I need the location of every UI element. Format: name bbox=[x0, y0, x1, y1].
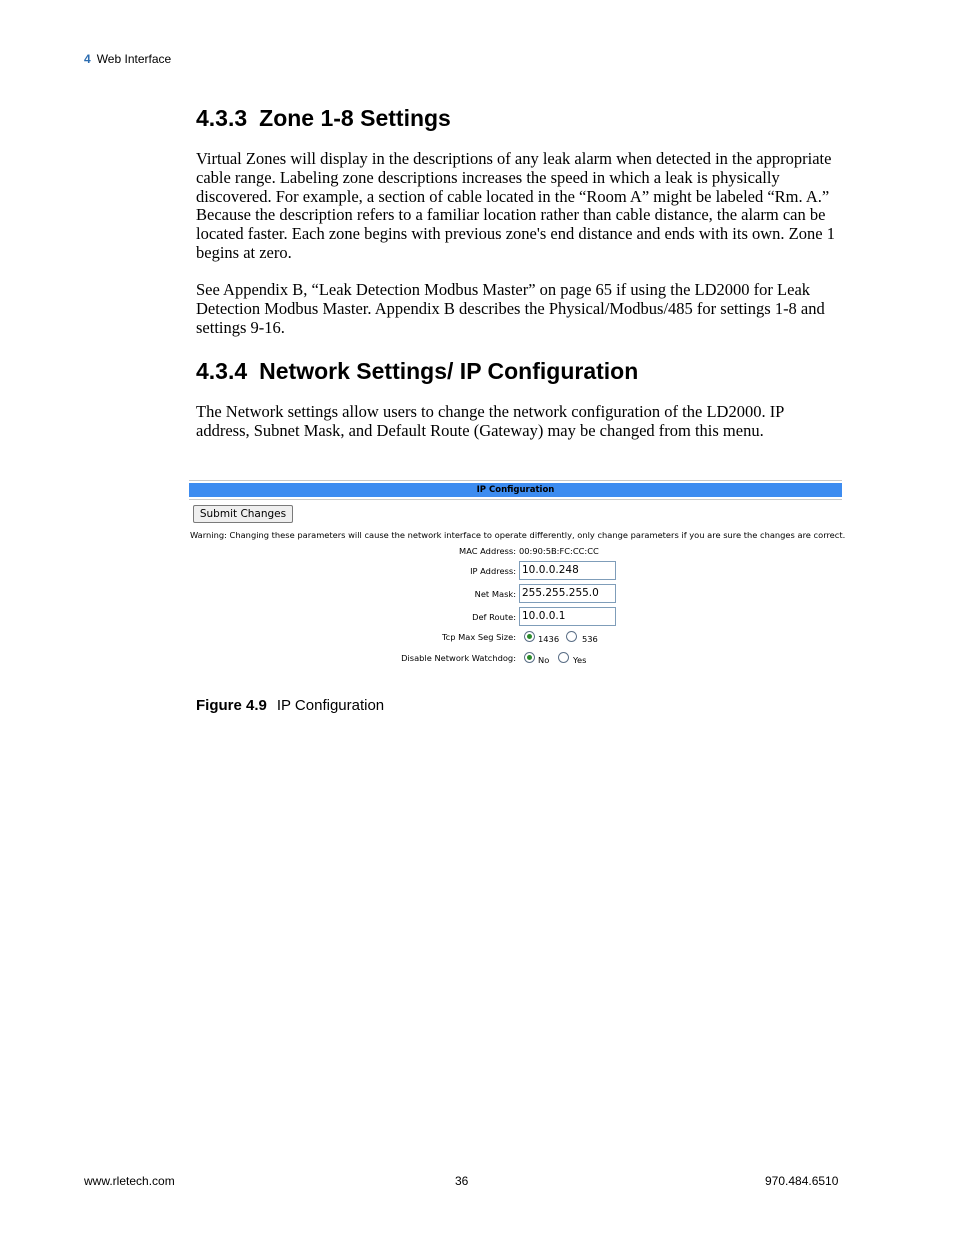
def-route-label: Def Route: bbox=[472, 612, 516, 622]
ip-config-header-title: IP Configuration bbox=[189, 483, 842, 497]
ip-address-input[interactable]: 10.0.0.248 bbox=[519, 561, 616, 580]
section-title: Zone 1-8 Settings bbox=[259, 105, 451, 131]
tcp-1436-label: 1436 bbox=[538, 634, 560, 644]
figure-caption bbox=[196, 697, 384, 714]
ip-address-row bbox=[189, 561, 842, 577]
section-number: 4.3.4 bbox=[196, 358, 248, 384]
chapter-title: Web Interface bbox=[96, 52, 172, 66]
net-mask-label: Net Mask: bbox=[474, 589, 516, 599]
ip-config-header-bar bbox=[189, 480, 842, 500]
warning-text: Warning: Changing these parameters will cause the network interface to operate differently, only change parameters if you are sure the changes are correct. bbox=[190, 530, 846, 540]
mac-address-value: 00:90:5B:FC:CC:CC bbox=[519, 546, 599, 556]
ip-address-label: IP Address: bbox=[470, 566, 516, 576]
watchdog-no-label: No bbox=[538, 655, 550, 665]
section-heading-zone-settings bbox=[196, 105, 451, 132]
footer-page-number: 36 bbox=[455, 1174, 469, 1188]
def-route-row bbox=[189, 607, 842, 623]
chapter-number: 4 bbox=[84, 52, 91, 66]
mac-address-row bbox=[189, 543, 842, 559]
tcp-536-label: 536 bbox=[582, 634, 598, 644]
footer-website: www.rletech.com bbox=[84, 1174, 175, 1188]
zone-paragraph-2: See Appendix B, “Leak Detection Modbus Master” on page 65 if using the LD2000 for Leak Detection Modbus Master. Appendix B describes the Physical/Modbus/485 for settings 1-8 and settings 9-16. bbox=[196, 280, 825, 337]
zone-paragraph-1: Virtual Zones will display in the descriptions of any leak alarm when detected in the appropriate cable range. Labeling zone descriptions increases the speed in which a leak is physically discovered. For example, a section of cable located in the “Room A” might be labeled “Rm. A.” Because the description refers to a familiar location rather than cable distance, the alarm can be located faster. Each zone begins with previous zone's end distance and ends with its own. Zone 1 begins at zero. bbox=[196, 149, 835, 262]
watchdog-no-radio[interactable] bbox=[524, 652, 535, 663]
figure-title: IP Configuration bbox=[276, 697, 385, 714]
tcp-max-seg-size-label: Tcp Max Seg Size: bbox=[441, 632, 516, 642]
net-mask-row bbox=[189, 584, 842, 600]
footer-phone: 970.484.6510 bbox=[765, 1174, 839, 1188]
def-route-input[interactable]: 10.0.0.1 bbox=[519, 607, 616, 626]
submit-changes-button[interactable]: Submit Changes bbox=[193, 505, 293, 523]
running-head bbox=[84, 52, 171, 66]
tcp-max-seg-size-row bbox=[189, 631, 842, 647]
disable-watchdog-row bbox=[189, 652, 842, 668]
section-number: 4.3.3 bbox=[196, 105, 248, 131]
section-heading-network-settings bbox=[196, 358, 638, 385]
tcp-536-radio[interactable] bbox=[566, 631, 577, 642]
tcp-1436-radio[interactable] bbox=[524, 631, 535, 642]
watchdog-yes-label: Yes bbox=[573, 655, 587, 665]
mac-address-label: MAC Address: bbox=[459, 546, 516, 556]
ip-configuration-screenshot bbox=[189, 480, 846, 670]
section-title: Network Settings/ IP Configuration bbox=[259, 358, 639, 384]
network-paragraph: The Network settings allow users to change the network configuration of the LD2000. IP address, Subnet Mask, and Default Route (Gateway) may be changed from this menu. bbox=[196, 402, 784, 440]
net-mask-input[interactable]: 255.255.255.0 bbox=[519, 584, 616, 603]
watchdog-yes-radio[interactable] bbox=[558, 652, 569, 663]
disable-watchdog-label: Disable Network Watchdog: bbox=[401, 653, 516, 663]
figure-number: Figure 4.9 bbox=[196, 697, 267, 714]
